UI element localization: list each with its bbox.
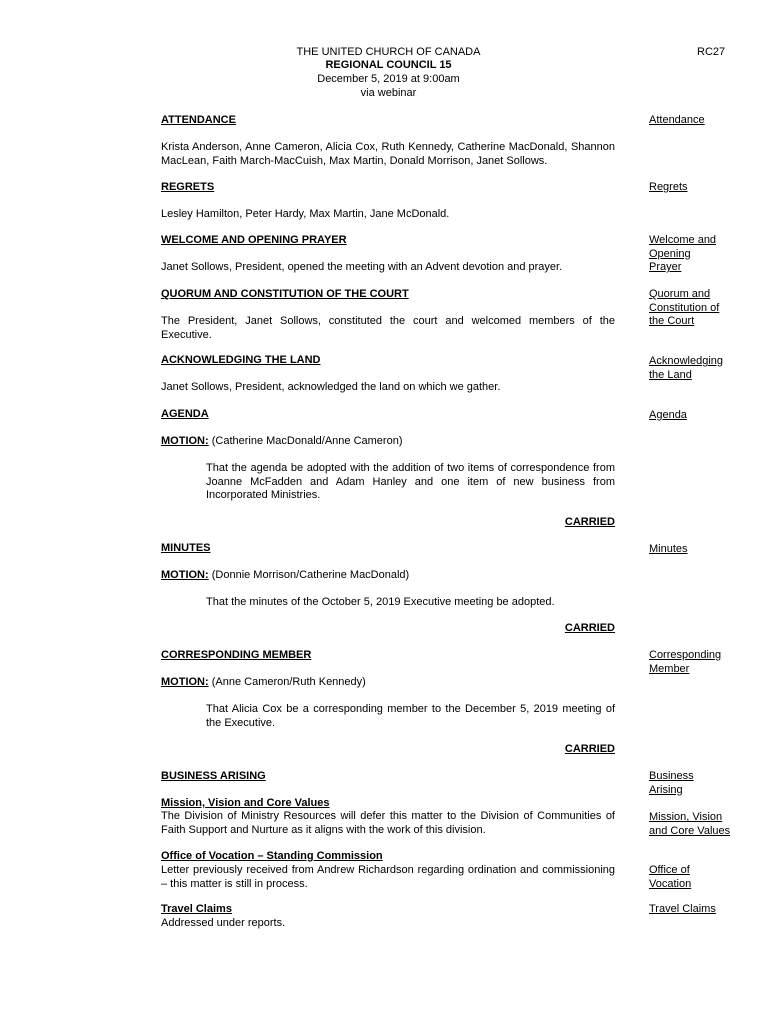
- minutes-heading: MINUTES: [161, 542, 211, 554]
- vocation-subheading: Office of Vocation – Standing Commission: [161, 850, 383, 862]
- agenda-motion: [161, 435, 615, 449]
- corresponding-motion: [161, 676, 615, 690]
- meeting-format: via webinar: [360, 87, 417, 99]
- regrets-side-label: Regrets: [649, 181, 688, 193]
- vocation-side-label: Office of Vocation: [649, 864, 692, 890]
- motion-movers: (Catherine MacDonald/Anne Cameron): [208, 435, 403, 447]
- motion-label: MOTION:: [161, 676, 209, 688]
- travel-side-label: Travel Claims: [649, 903, 716, 915]
- mission-subheading: Mission, Vision and Core Values: [161, 797, 330, 809]
- attendance-heading: ATTENDANCE: [161, 114, 236, 126]
- motion-movers: (Donnie Morrison/Catherine MacDonald): [208, 569, 410, 581]
- land-text: Janet Sollows, President, acknowledged the land on which we gather.: [161, 381, 501, 393]
- regrets-heading: REGRETS: [161, 181, 215, 193]
- vocation-text: Letter previously received from Andrew Richardson regarding ordination and commissioning – this matter is still in process.: [161, 864, 615, 890]
- minutes-motion-text: That the minutes of the October 5, 2019 Executive meeting be adopted.: [206, 596, 555, 608]
- attendance-text: Krista Anderson, Anne Cameron, Alicia Cox, Ruth Kennedy, Catherine MacDonald, Shannon MacLean, Faith March-MacCuish, Max Martin, Donald Morrison, Janet Sollows.: [161, 141, 615, 167]
- agenda-motion-text: That the agenda be adopted with the addition of two items of correspondence from Joanne McFadden and Adam Hanley and one item of new business from Incorporated Ministries.: [206, 462, 615, 501]
- corresponding-heading: CORRESPONDING MEMBER: [161, 649, 312, 661]
- land-side-label: Acknowledging the Land: [649, 355, 723, 381]
- agenda-side-label: Agenda: [649, 409, 687, 421]
- council-name: REGIONAL COUNCIL 15: [325, 59, 452, 71]
- minutes-motion: [161, 569, 615, 583]
- travel-subheading: Travel Claims: [161, 903, 232, 915]
- mission-text: The Division of Ministry Resources will defer this matter to the Division of Communities of Faith Support and Nurture as it aligns with the work of this division.: [161, 810, 615, 836]
- agenda-heading: AGENDA: [161, 408, 209, 420]
- corresponding-side-label: Corresponding Member: [649, 649, 722, 675]
- document-title: THE UNITED CHURCH OF CANADA: [296, 46, 481, 58]
- welcome-heading: WELCOME AND OPENING PRAYER: [161, 234, 347, 246]
- welcome-side-label: Welcome and Opening Prayer: [649, 234, 717, 273]
- regrets-text: Lesley Hamilton, Peter Hardy, Max Martin, Jane McDonald.: [161, 208, 450, 220]
- business-heading: BUSINESS ARISING: [161, 770, 266, 782]
- minutes-side-label: Minutes: [649, 543, 688, 555]
- land-heading: ACKNOWLEDGING THE LAND: [161, 354, 321, 366]
- corresponding-carried: CARRIED: [564, 743, 615, 755]
- quorum-side-label: Quorum and Constitution of the Court: [649, 288, 720, 327]
- motion-movers: (Anne Cameron/Ruth Kennedy): [208, 676, 366, 688]
- quorum-text: The President, Janet Sollows, constituted the court and welcomed members of the Executive.: [161, 315, 615, 341]
- document-code: RC27: [697, 46, 726, 58]
- business-side-label: Business Arising: [649, 770, 694, 796]
- travel-text: Addressed under reports.: [161, 917, 286, 929]
- corresponding-motion-text: That Alicia Cox be a corresponding member to the December 5, 2019 meeting of the Executive.: [206, 703, 615, 729]
- mission-side-label: Mission, Vision and Core Values: [649, 811, 731, 837]
- motion-label: MOTION:: [161, 569, 209, 581]
- welcome-text: Janet Sollows, President, opened the meeting with an Advent devotion and prayer.: [161, 261, 563, 273]
- attendance-side-label: Attendance: [649, 114, 705, 126]
- meeting-date: December 5, 2019 at 9:00am: [317, 73, 460, 85]
- minutes-carried: CARRIED: [564, 622, 615, 634]
- agenda-carried: CARRIED: [564, 516, 615, 528]
- quorum-heading: QUORUM AND CONSTITUTION OF THE COURT: [161, 288, 409, 300]
- motion-label: MOTION:: [161, 435, 209, 447]
